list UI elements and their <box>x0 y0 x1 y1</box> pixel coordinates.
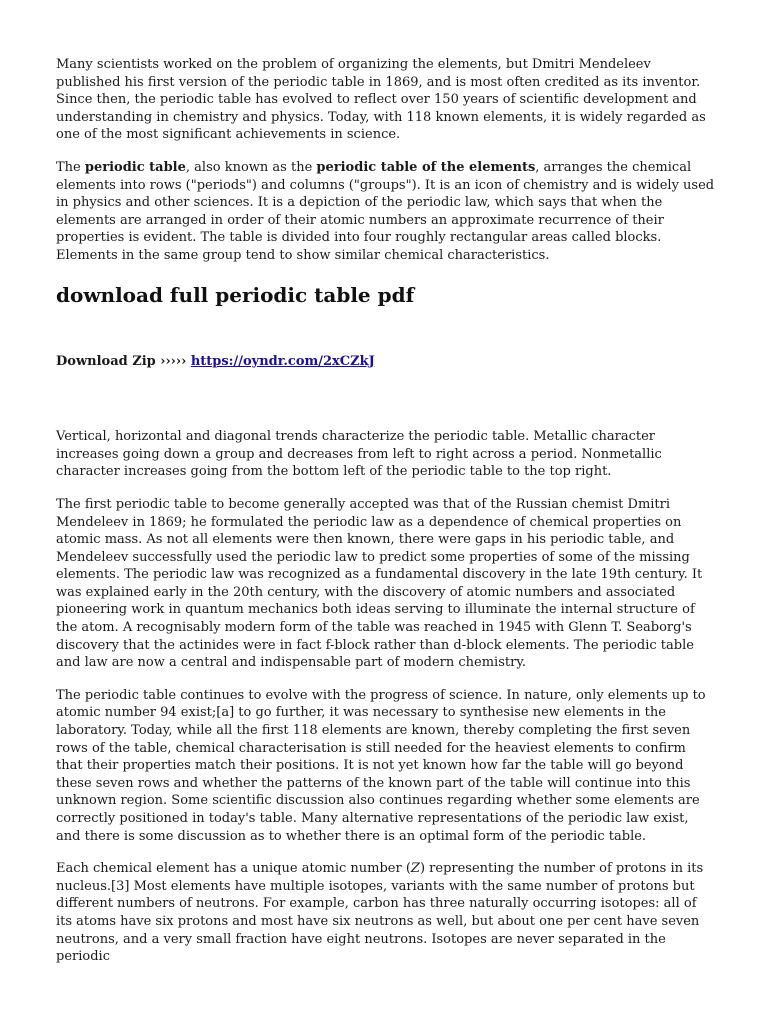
paragraph-atomic-number <box>56 860 716 966</box>
paragraph-trends: Vertical, horizontal and diagonal trends characterize the periodic table. Metallic character increases going down a group and decreases from left to right across a period. Nonmetallic character increases going from the bottom left of the periodic table to the top right. <box>56 429 662 480</box>
symbol-z: Z <box>410 861 420 877</box>
section-heading: download full periodic table pdf <box>56 282 415 307</box>
term-periodic-table: periodic table <box>84 159 186 175</box>
term-periodic-table-of-elements: periodic table of the elements <box>316 159 536 175</box>
atomic-text-pre: Each chemical element has a unique atomic number ( <box>56 861 411 877</box>
intro-text-mid: , also known as the <box>185 159 317 175</box>
intro-text-post: , arranges the chemical elements into rows ("periods") and columns ("groups"). It is an icon of chemistry and is widely used in physics and other sciences. It is a depiction of the periodic law, which says that when the elements are arranged in order of their atomic numbers an approximate recurrence of their properties is evident. The table is divided into four roughly rectangular areas called blocks. Elements in the same group tend to show similar chemical characteristics. <box>56 159 715 263</box>
document-page <box>56 56 716 981</box>
download-line <box>56 353 716 371</box>
paragraph-mendeleev-intro: Many scientists worked on the problem of organizing the elements, but Dmitri Mendeleev published his first version of the periodic table in 1869, and is most often credited as its inventor. Since then, the periodic table has evolved to reflect over 150 years of scientific development and understanding in chemistry and physics. Today, with 118 known elements, it is widely regarded as one of the most significant achievements in science. <box>56 57 706 143</box>
paragraph-periodic-table-definition <box>56 159 716 265</box>
paragraph-evolution: The periodic table continues to evolve with the progress of science. In nature, only elements up to atomic number 94 exist;[a] to go further, it was necessary to synthesise new elements in the laboratory. Today, while all the first 118 elements are known, thereby completing the first seven rows of the table, chemical characterisation is still needed for the heaviest elements to confirm that their properties match their positions. It is not yet known how far the table will go beyond these seven rows and whether the patterns of the known part of the table will continue into this unknown region. Some scientific discussion also continues regarding whether some elements are correctly positioned in today's table. Many alternative representations of the periodic law exist, and there is some discussion as to whether there is an optimal form of the periodic table. <box>56 687 706 844</box>
paragraph-history: The first periodic table to become generally accepted was that of the Russian chemist Dmitri Mendeleev in 1869; he formulated the periodic law as a dependence of chemical properties on atomic mass. As not all elements were then known, there were gaps in his periodic table, and Mendeleev successfully used the periodic law to predict some properties of some of the missing elements. The periodic law was recognized as a fundamental discovery in the late 19th century. It was explained early in the 20th century, with the discovery of atomic numbers and associated pioneering work in quantum mechanics both ideas serving to illuminate the internal structure of the atom. A recognisably modern form of the table was reached in 1945 with Glenn T. Seaborg's discovery that the actinides were in fact f-block rather than d-block elements. The periodic table and law are now a central and indispensable part of modern chemistry. <box>56 496 703 671</box>
download-link[interactable]: https://oyndr.com/2xCZkJ <box>190 353 375 369</box>
atomic-text-post: ) representing the number of protons in its nucleus.[3] Most elements have multiple isotopes, variants with the same number of protons but different numbers of neutrons. For example, carbon has three naturally occurring isotopes: all of its atoms have six protons and most have six neutrons as well, but about one per cent have seven neutrons, and a very small fraction have eight neutrons. Isotopes are never separated in the periodic <box>56 861 704 965</box>
spacer <box>56 370 716 428</box>
download-label: Download Zip ››››› <box>56 353 191 369</box>
intro-text-pre: The <box>56 159 85 175</box>
